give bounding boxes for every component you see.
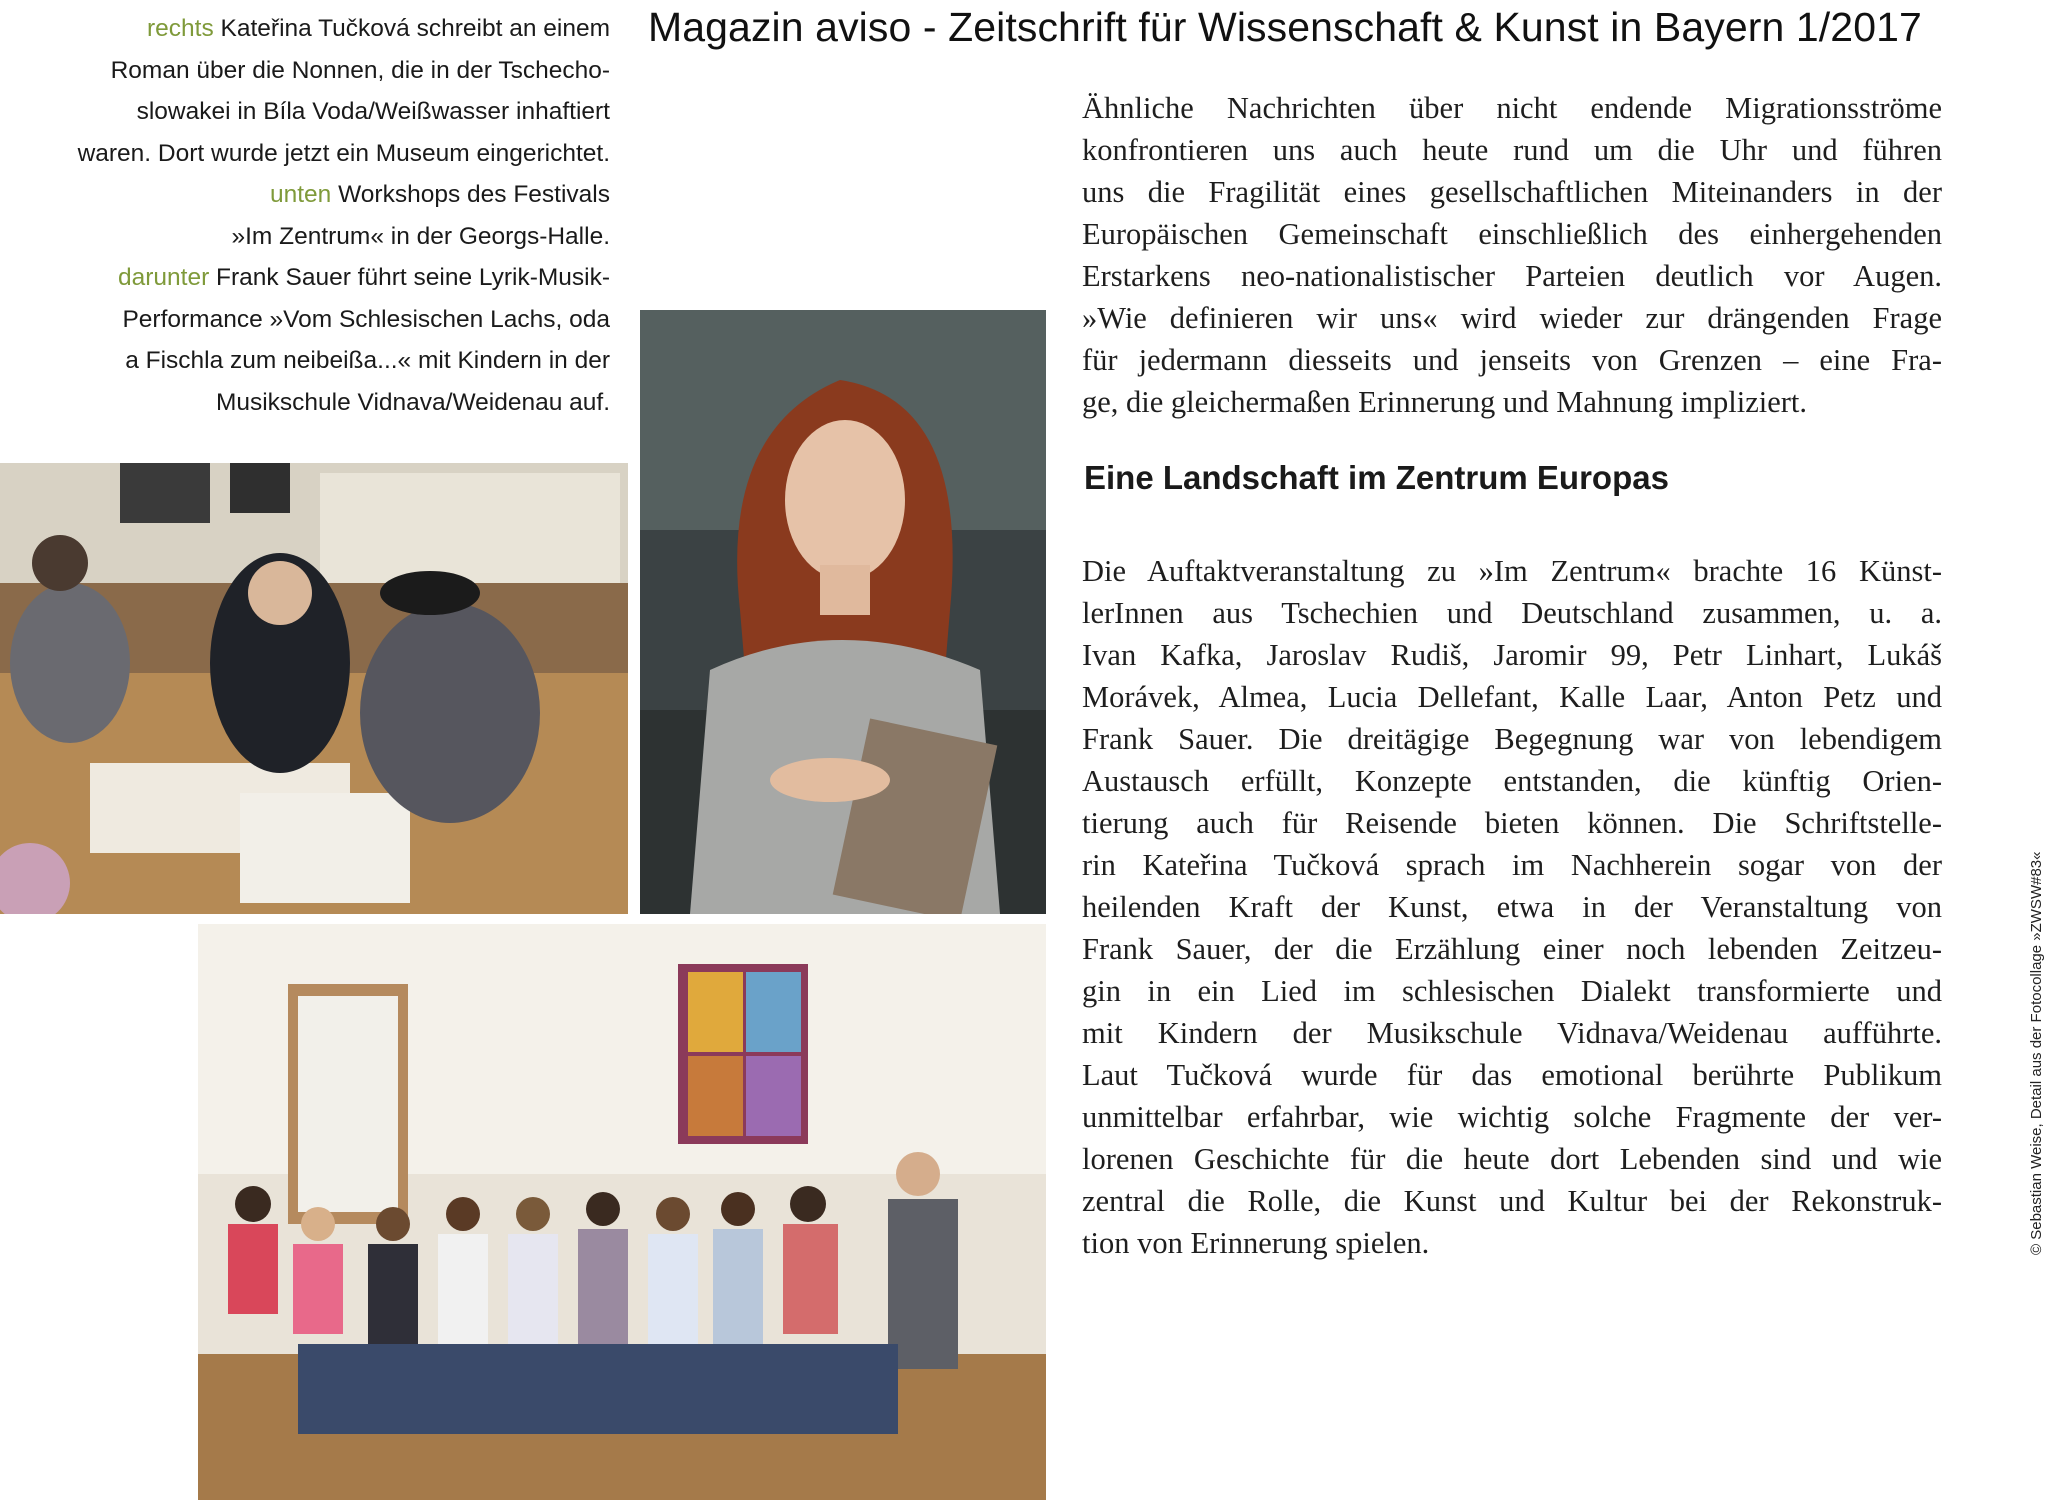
caption-text: a Fischla zum neibeißa...« mit Kindern in der [125, 347, 610, 374]
article-line: mit Kindern der Musikschule Vidnava/Weidenau aufführte. [1082, 1016, 1942, 1050]
caption-keyword: rechts [146, 15, 214, 42]
caption-line [0, 299, 610, 341]
photo-credit: © Sebastian Weise, Detail aus der Fotocollage »ZWSW#83« [2028, 851, 2045, 1255]
caption-line [0, 216, 610, 258]
article-line: tion von Erinnerung spielen. [1082, 1226, 1430, 1260]
caption-line [0, 8, 610, 50]
caption-text: Frank Sauer führt seine Lyrik-Musik- [209, 264, 610, 291]
caption-keyword: unten [270, 181, 332, 208]
section-heading: Eine Landschaft im Zentrum Europas [1084, 459, 1669, 496]
article-line: heilenden Kraft der Kunst, etwa in der Veranstaltung von [1082, 890, 1942, 924]
caption-line [0, 340, 610, 382]
article-line: »Wie definieren wir uns« wird wieder zur drängenden Frage [1082, 301, 1942, 335]
caption-line [0, 382, 610, 424]
article-line: Europäischen Gemeinschaft einschließlich des einhergehenden [1082, 217, 1942, 251]
caption-line [0, 174, 610, 216]
caption-text: waren. Dort wurde jetzt ein Museum eingerichtet. [77, 139, 610, 167]
caption-line [0, 133, 610, 175]
article-line: rin Kateřina Tučková sprach im Nachherein sogar von der [1082, 848, 1942, 882]
article-line: Ähnliche Nachrichten über nicht endende Migrationsströme [1082, 91, 1942, 125]
caption-keyword: darunter [117, 264, 210, 291]
photo-captions [0, 8, 610, 423]
article-line: uns die Fragilität eines gesellschaftlichen Miteinanders in der [1082, 175, 1942, 209]
article-line: lerInnen aus Tschechien und Deutschland zusammen, u. a. [1082, 596, 1942, 630]
article-line: tierung auch für Reisende bieten können. Die Schriftstelle- [1082, 806, 1942, 840]
photo-workshop [0, 463, 628, 914]
caption-line [0, 257, 610, 299]
article-line: lorenen Geschichte für die heute dort Lebenden sind und wie [1082, 1142, 1942, 1176]
article-line: unmittelbar erfahrbar, wie wichtig solche Fragmente der ver- [1082, 1100, 1942, 1134]
caption-line [0, 50, 610, 92]
article-line: Ivan Kafka, Jaroslav Rudiš, Jaromir 99, Petr Linhart, Lukáš [1082, 638, 1942, 672]
caption-text: Kateřina Tučková schreibt an einem [213, 15, 610, 42]
article-line: gin in ein Lied im schlesischen Dialekt transformierte und [1082, 974, 1942, 1008]
article-line: Morávek, Almea, Lucia Dellefant, Kalle Laar, Anton Petz und [1082, 680, 1942, 714]
article-line: für jedermann diesseits und jenseits von Grenzen – eine Fra- [1082, 343, 1942, 377]
photo-choir [198, 924, 1046, 1500]
article-line: Frank Sauer, der die Erzählung einer noch lebenden Zeitzeu- [1082, 932, 1942, 966]
article-paragraph-2 [1082, 550, 1942, 1264]
caption-text: Roman über die Nonnen, die in der Tschecho- [110, 56, 610, 84]
page-header-title: Magazin aviso - Zeitschrift für Wissenschaft & Kunst in Bayern 1/2017 [648, 4, 1922, 50]
article-line: Austausch erfüllt, Konzepte entstanden, die künftig Orien- [1082, 764, 1942, 798]
article-line: ge, die gleichermaßen Erinnerung und Mahnung impliziert. [1082, 385, 1808, 419]
article-paragraph-1 [1082, 87, 1942, 423]
article-line: zentral die Rolle, die Kunst und Kultur bei der Rekonstruk- [1082, 1184, 1942, 1218]
caption-line [0, 91, 610, 133]
article-line: Frank Sauer. Die dreitägige Begegnung war von lebendigem [1082, 722, 1942, 756]
article-line: konfrontieren uns auch heute rund um die Uhr und führen [1082, 133, 1942, 167]
article-line: Die Auftaktveranstaltung zu »Im Zentrum« brachte 16 Künst- [1082, 554, 1942, 588]
caption-text: Musikschule Vidnava/Weidenau auf. [215, 388, 610, 416]
caption-text: »Im Zentrum« in der Georgs-Halle. [231, 222, 610, 250]
article-line: Erstarkens neo-nationalistischer Parteien deutlich vor Augen. [1082, 259, 1942, 293]
article-line: Laut Tučková wurde für das emotional berührte Publikum [1082, 1058, 1942, 1092]
photo-speaker [640, 310, 1046, 914]
caption-text: slowakei in Bíla Voda/Weißwasser inhaftiert [136, 98, 610, 125]
caption-text: Performance »Vom Schlesischen Lachs, oda [122, 305, 610, 333]
caption-text: Workshops des Festivals [331, 181, 610, 208]
